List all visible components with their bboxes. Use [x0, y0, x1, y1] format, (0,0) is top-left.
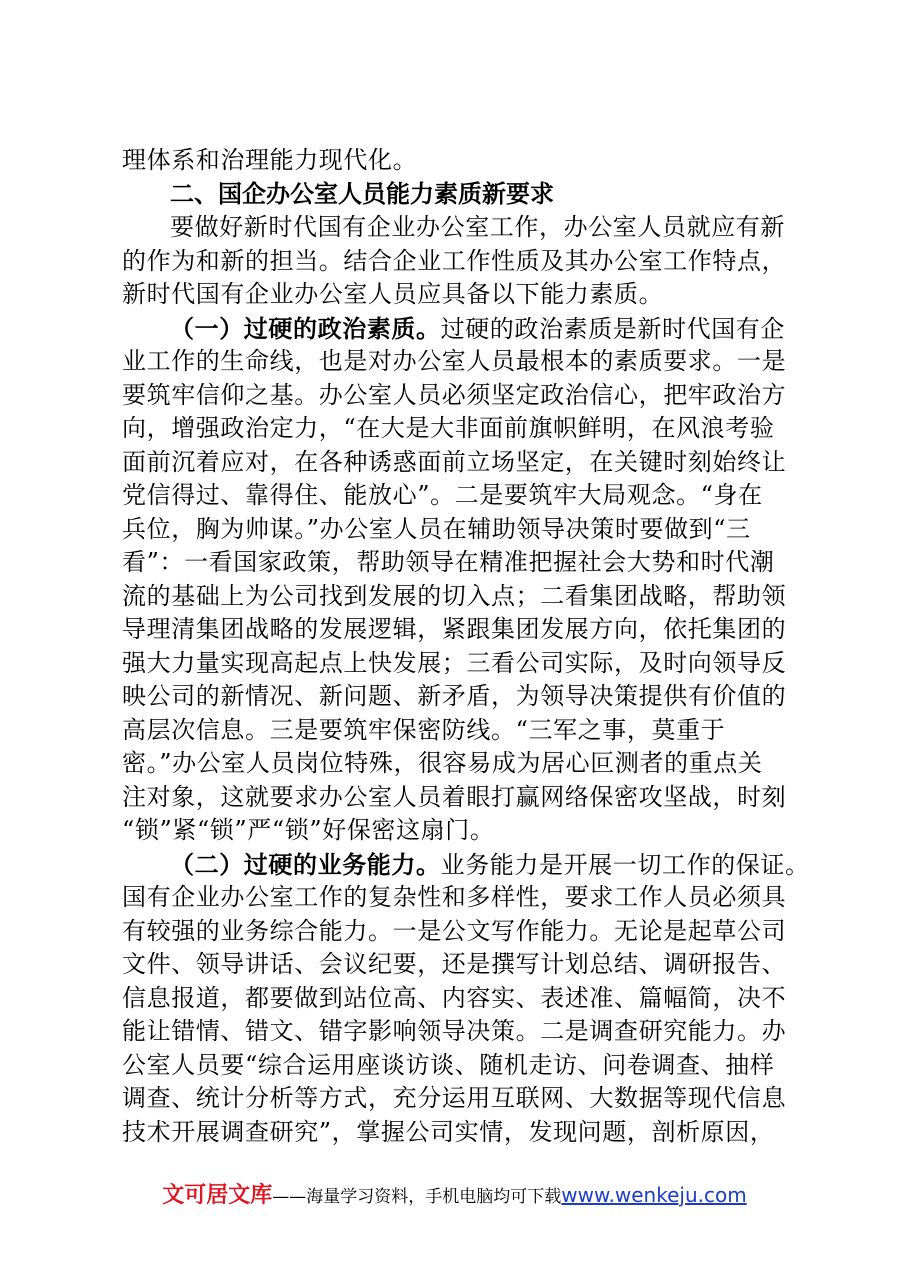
- paragraph-line: 新时代国有企业办公室人员应具备以下能力素质。: [122, 280, 664, 308]
- paragraph-line: 有较强的业务综合能力。一是公文写作能力。无论是起草公司: [122, 916, 787, 945]
- section-heading: 二、国企办公室人员能力素质新要求: [170, 179, 554, 208]
- paragraph-line: 面前沉着应对，在各种诱惑面前立场坚定，在关键时刻始终让: [122, 447, 787, 476]
- footer-banner: [0, 1180, 909, 1212]
- paragraph-line: 国有企业办公室工作的复杂性和多样性，要求工作人员必须具: [122, 883, 787, 911]
- paragraph-line: 向，增强政治定力，“在大是大非面前旗帜鲜明，在风浪考验: [122, 414, 775, 442]
- paragraph-line: 映公司的新情况、新问题、新矛盾，为领导决策提供有价值的: [122, 682, 787, 710]
- paragraph-line: [122, 848, 810, 882]
- paragraph-line: 兵位，胸为帅谋。”办公室人员在辅助领导决策时要做到“三: [122, 514, 751, 543]
- paragraph-line: 党信得过、靠得住、能放心”。二是要筑牢大局观念。“身在: [122, 481, 763, 509]
- footer-slogan: ——海量学习资料，手机电脑均可下载: [272, 1187, 562, 1207]
- subsection-title: （一）过硬的政治素质。: [170, 313, 441, 343]
- paragraph-line: 公室人员要“综合运用座谈访谈、随机走访、问卷调查、抽样: [122, 1050, 775, 1079]
- paragraph-line: 导理清集团战略的发展逻辑，紧跟集团发展方向，依托集团的: [122, 615, 787, 643]
- paragraph-text: 业务能力是开展一切工作的保证。: [440, 850, 810, 879]
- paragraph-line: 密。”办公室人员岗位特殊，很容易成为居心叵测者的重点关: [122, 749, 763, 777]
- paragraph-line: 强大力量实现高起点上快发展；三看公司实际，及时向领导反: [122, 648, 787, 677]
- brand-name: 文可居文库: [162, 1183, 273, 1208]
- paragraph-line: 调查、统计分析等方式，充分运用互联网、大数据等现代信息: [122, 1084, 787, 1112]
- paragraph-line: 技术开展调查研究”，掌握公司实情，发现问题，剖析原因，: [122, 1117, 775, 1146]
- document-body: [122, 144, 810, 1149]
- paragraph-line: 文件、领导讲话、会议纪要，还是撰写计划总结、调研报告、: [122, 950, 787, 978]
- paragraph-line: 流的基础上为公司找到发展的切入点；二看集团战略，帮助领: [122, 581, 787, 610]
- paragraph-line: 的作为和新的担当。结合企业工作性质及其办公室工作特点，: [122, 246, 787, 275]
- paragraph-line: 要做好新时代国有企业办公室工作，办公室人员就应有新: [170, 213, 785, 241]
- paragraph-line: 业工作的生命线，也是对办公室人员最根本的素质要求。一是: [122, 347, 787, 375]
- paragraph-line: 能让错情、错文、错字影响领导决策。二是调查研究能力。办: [122, 1017, 787, 1045]
- paragraph-line: 要筑牢信仰之基。办公室人员必须坚定政治信心，把牢政治方: [122, 380, 787, 409]
- paragraph-line: “锁”紧“锁”严“锁”好保密这扇门。: [122, 816, 495, 844]
- paragraph-line: 看”：一看国家政策，帮助领导在精准把握社会大势和时代潮: [122, 548, 775, 576]
- paragraph-line: 高层次信息。三是要筑牢保密防线。“三军之事，莫重于: [122, 715, 726, 744]
- paragraph-line: 理体系和治理能力现代化。: [122, 146, 418, 174]
- paragraph-text: 过硬的政治素质是新时代国有企: [440, 314, 786, 343]
- paragraph-line: [122, 312, 797, 346]
- website-link[interactable]: www.wenkeju.com: [561, 1183, 747, 1207]
- paragraph-line: 注对象，这就要求办公室人员着眼打赢网络保密攻坚战，时刻: [122, 782, 787, 811]
- subsection-title: （二）过硬的业务能力。: [170, 849, 441, 879]
- paragraph-line: 信息报道，都要做到站位高、内容实、表述准、篇幅简，决不: [122, 983, 787, 1012]
